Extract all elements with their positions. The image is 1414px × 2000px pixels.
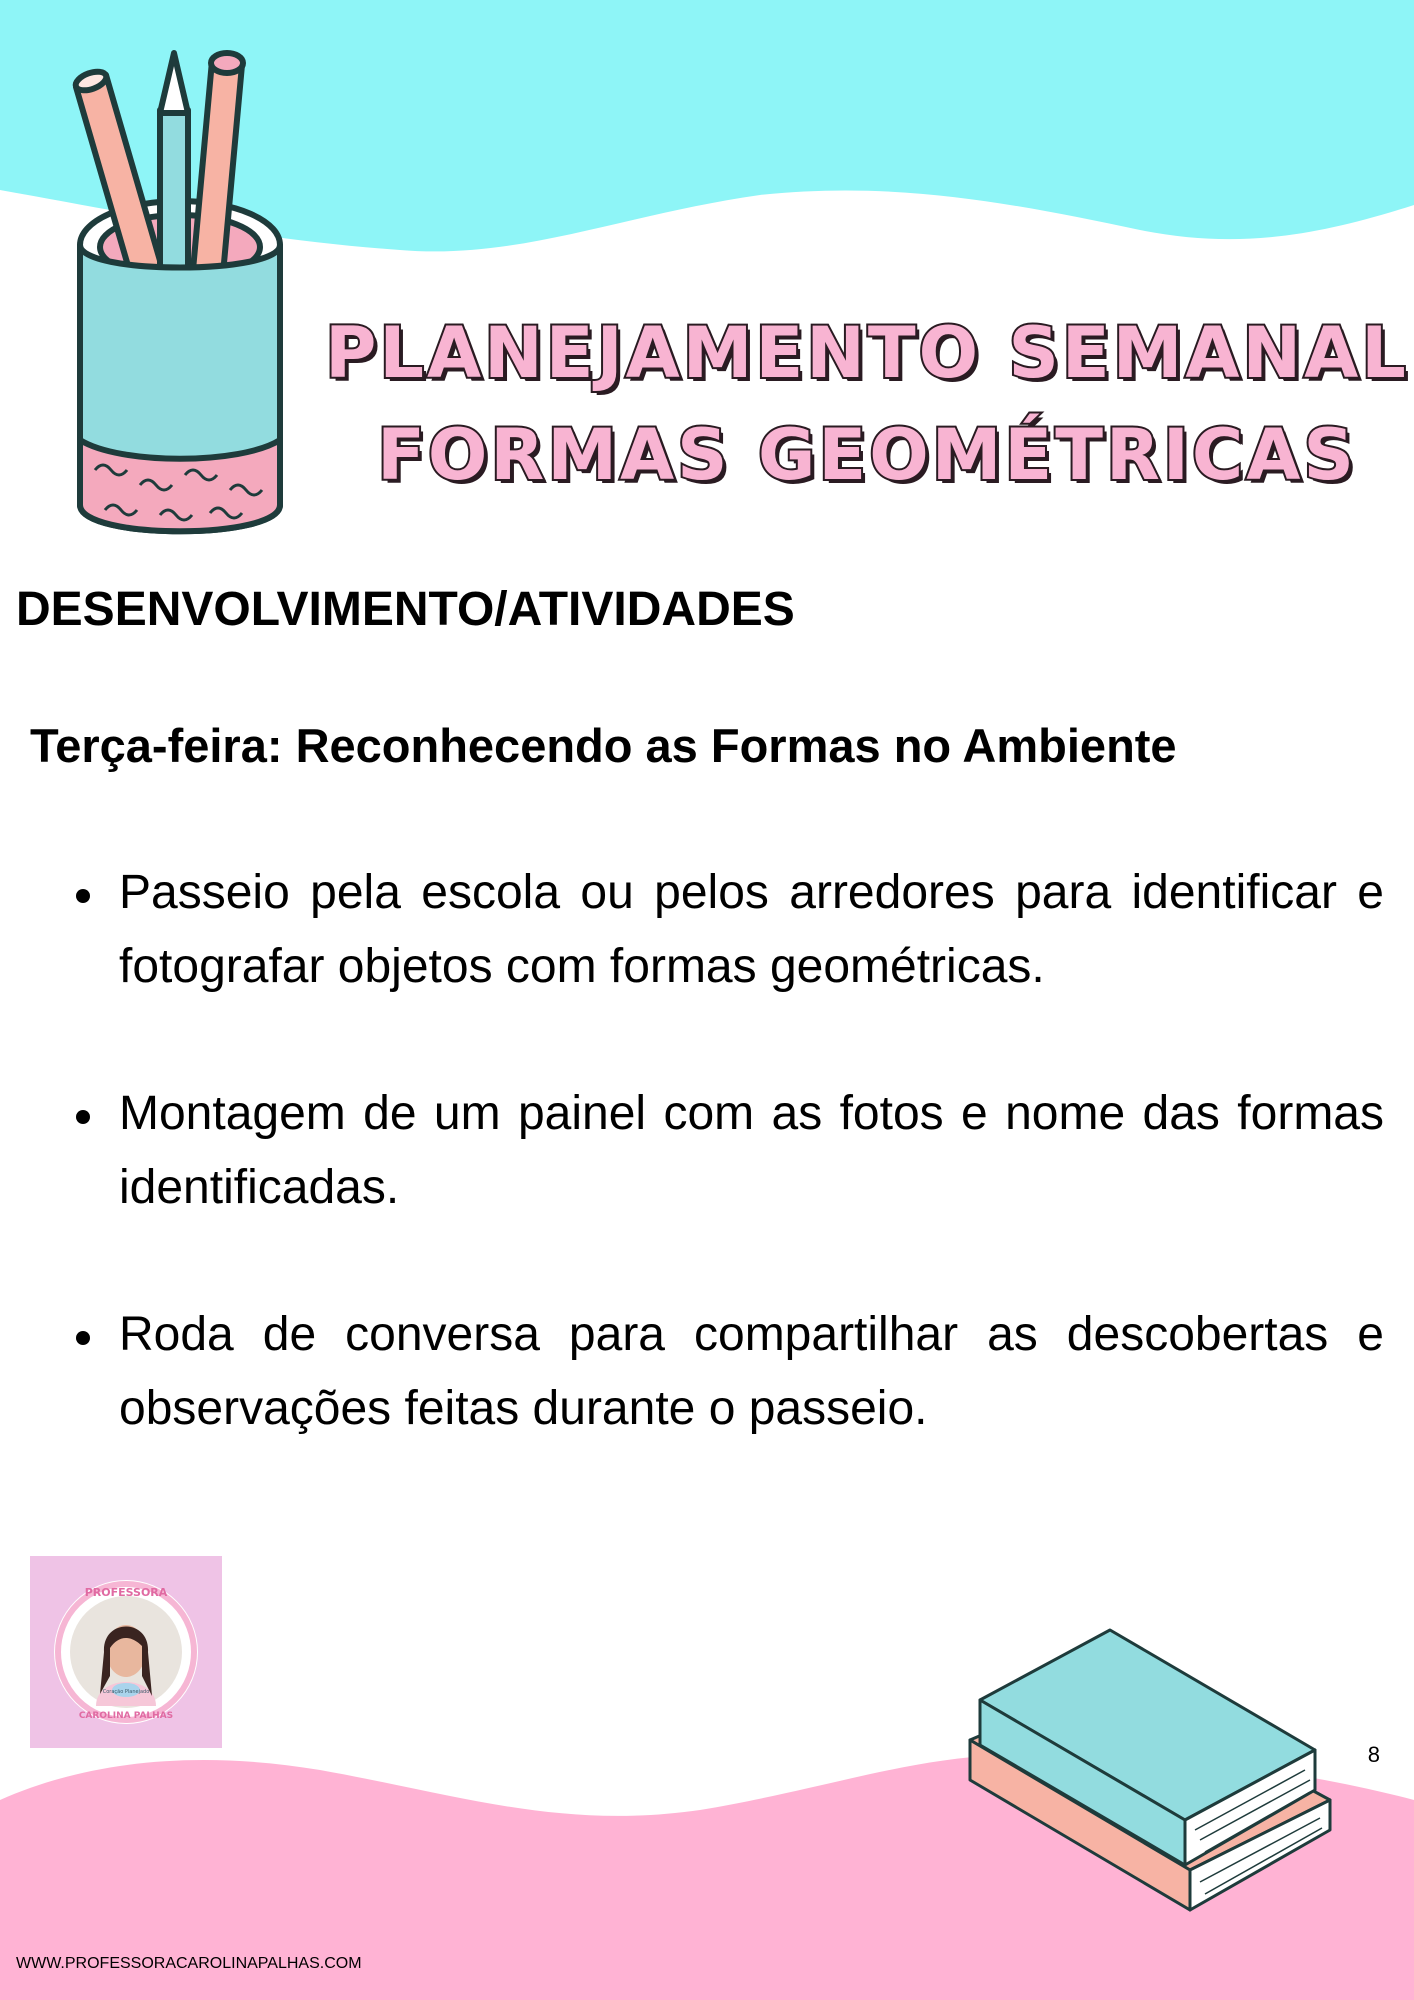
title-line-2: FORMAS GEOMÉTRICAS xyxy=(377,414,1357,496)
activity-text: Montagem de um painel com as fotos e nome das formas identificadas. xyxy=(119,1087,1384,1214)
activity-text: Passeio pela escola ou pelos arredores para identificar e fotografar objetos com formas geométricas. xyxy=(119,866,1384,993)
title-line-1: PLANEJAMENTO SEMANAL xyxy=(325,312,1409,394)
list-item xyxy=(70,856,1384,1004)
day-heading: Terça-feira: Reconhecendo as Formas no Ambiente xyxy=(30,719,1177,772)
bullet-icon xyxy=(76,1331,90,1345)
section-heading: DESENVOLVIMENTO/ATIVIDADES xyxy=(16,583,795,636)
logo-bottom-text: CAROLINA PALHAS xyxy=(78,1711,174,1721)
bullet-icon xyxy=(76,1110,90,1124)
pencil-cup-icon xyxy=(60,45,300,565)
list-item xyxy=(70,1077,1384,1225)
page-number: 8 xyxy=(1367,1742,1380,1767)
activity-text: Roda de conversa para compartilhar as descobertas e observações feitas durante o passeio. xyxy=(119,1308,1384,1435)
professora-logo xyxy=(30,1556,222,1748)
bullet-icon xyxy=(76,889,90,903)
activity-list xyxy=(70,856,1384,1519)
logo-top-text: PROFESSORA xyxy=(84,1586,168,1599)
footer-website[interactable]: WWW.PROFESSORACAROLINAPALHAS.COM xyxy=(16,1955,362,1972)
list-item xyxy=(70,1298,1384,1446)
books-stack-icon xyxy=(960,1620,1340,1920)
logo-shirt-text: Coração Planejado xyxy=(102,1689,150,1695)
